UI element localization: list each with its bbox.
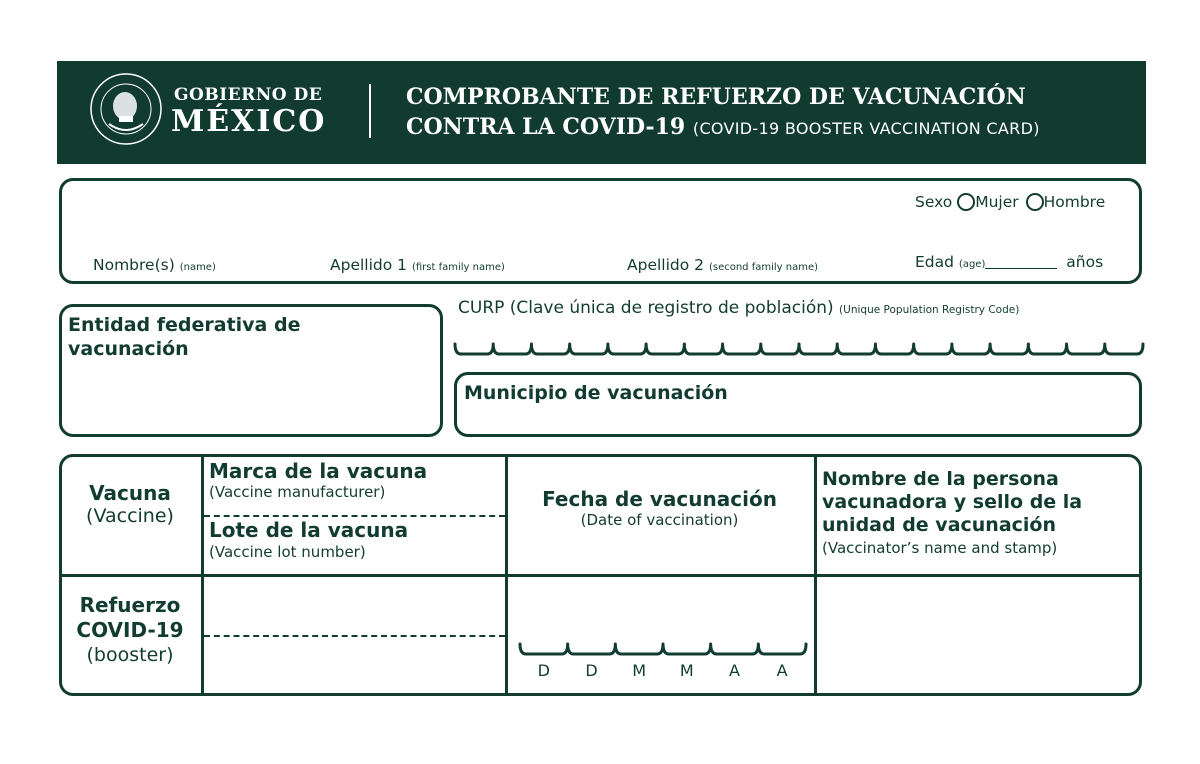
refuerzo-line1: Refuerzo xyxy=(79,593,181,617)
refuerzo-line2: COVID-19 xyxy=(76,618,184,642)
curp-label: CURP (Clave única de registro de población) xyxy=(458,298,834,318)
refuerzo-en: (booster) xyxy=(86,644,174,666)
edad-line xyxy=(985,268,1057,269)
fecha-label: Fecha de vacunación xyxy=(542,487,777,511)
curp-en: (Unique Population Registry Code) xyxy=(839,304,1020,316)
date-letter: A xyxy=(729,661,740,680)
gov-line1: GOBIERNO DE xyxy=(174,85,323,105)
apellido2-label: Apellido 2 xyxy=(627,256,705,274)
edad-label: Edad xyxy=(915,253,954,271)
date-letter: D xyxy=(585,661,598,680)
entidad-label: Entidad federativa de vacunación xyxy=(68,314,301,360)
card-title-line2 xyxy=(406,114,1040,140)
marca-header xyxy=(209,459,427,501)
sexo-field xyxy=(915,193,1105,211)
card-title-line2-es: CONTRA LA COVID-19 xyxy=(406,114,686,140)
vacunador-line3: unidad de vacunación xyxy=(822,514,1057,536)
vacunador-en: (Vaccinator’s name and stamp) xyxy=(822,539,1058,557)
card-title-line1: COMPROBANTE DE REFUERZO DE VACUNACIÓN xyxy=(406,84,1026,110)
apellido2-en: (second family name) xyxy=(708,262,819,273)
refuerzo-row-header xyxy=(62,593,198,668)
vacunador-input-cell[interactable] xyxy=(818,577,1138,693)
date-letter: M xyxy=(632,661,647,680)
hombre-label: Hombre xyxy=(1043,193,1106,211)
vacunador-header xyxy=(822,468,1137,560)
apellido1-en: (first family name) xyxy=(411,262,505,273)
anos-label: años xyxy=(1066,253,1104,271)
lote-input-cell[interactable] xyxy=(206,637,502,693)
edad-field[interactable] xyxy=(915,253,1103,271)
date-letter: A xyxy=(776,661,788,680)
apellido1-label: Apellido 1 xyxy=(330,256,408,274)
fecha-en: (Date of vaccination) xyxy=(580,511,739,529)
vacuna-en: (Vaccine) xyxy=(86,505,174,527)
nombre-field[interactable] xyxy=(93,256,216,274)
curp-field xyxy=(458,298,1019,318)
nombre-en: (name) xyxy=(179,262,216,273)
nombre-label: Nombre(s) xyxy=(93,256,175,274)
marca-input-cell[interactable] xyxy=(206,577,502,633)
lote-header xyxy=(209,517,408,561)
header-divider xyxy=(369,84,371,138)
date-letters xyxy=(520,661,806,681)
fecha-header xyxy=(505,487,814,529)
vacuna-header xyxy=(62,481,198,527)
date-letter: M xyxy=(679,661,694,680)
mexico-seal-icon xyxy=(89,72,163,146)
apellido2-field[interactable] xyxy=(627,256,818,274)
marca-en: (Vaccine manufacturer) xyxy=(209,483,386,501)
mujer-radio[interactable] xyxy=(957,193,975,211)
lote-label: Lote de la vacuna xyxy=(209,518,409,542)
card-title-english: (COVID-19 BOOSTER VACCINATION CARD) xyxy=(692,119,1040,138)
hombre-radio[interactable] xyxy=(1026,193,1044,211)
vacunador-line1: Nombre de la persona xyxy=(822,468,1059,490)
mujer-label: Mujer xyxy=(975,193,1019,211)
gov-line2: MÉXICO xyxy=(171,104,327,139)
edad-en: (age) xyxy=(958,259,986,270)
sexo-label: Sexo xyxy=(915,193,953,211)
marca-label: Marca de la vacuna xyxy=(209,459,428,483)
apellido1-field[interactable] xyxy=(330,256,505,274)
municipio-label: Municipio de vacunación xyxy=(464,382,728,404)
lote-en: (Vaccine lot number) xyxy=(209,543,366,561)
date-letter: D xyxy=(537,661,550,680)
vacuna-label: Vacuna xyxy=(89,481,171,505)
curp-input-boxes[interactable] xyxy=(452,340,1146,360)
vacunador-line2: vacunadora y sello de la xyxy=(822,491,1083,513)
